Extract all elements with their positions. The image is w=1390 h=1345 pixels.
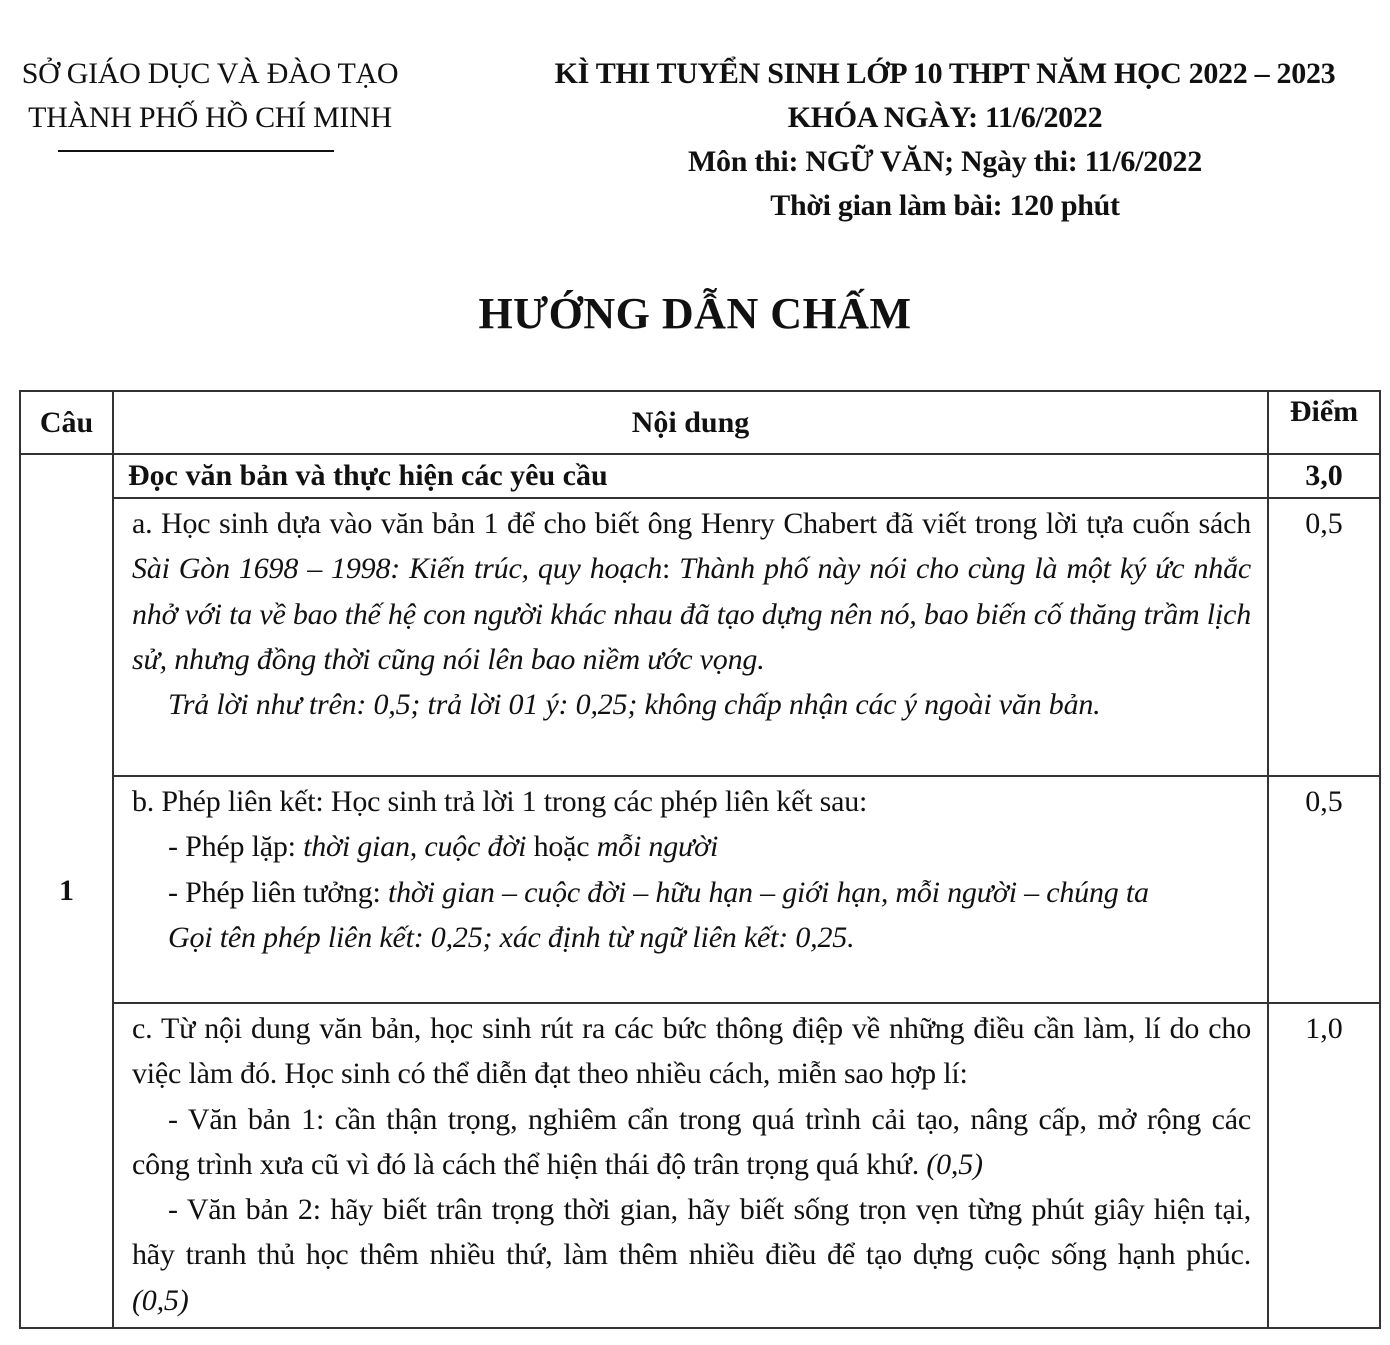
item-a-scoring-note: Trả lời như trên: 0,5; trả lời 01 ý: 0,25; không chấp nhận các ý ngoài văn bản.	[168, 688, 1101, 722]
column-header-noi-dung: Nội dung	[113, 391, 1268, 454]
table-header-row	[20, 391, 1380, 454]
item-c-score: 1,0	[1268, 1003, 1380, 1328]
page-title: HƯỚNG DẪN CHẤM	[478, 289, 912, 338]
item-b-repetition: - Phép lặp: thời gian, cuộc đời hoặc mỗi người	[168, 830, 719, 864]
item-a-answer: a. Học sinh dựa vào văn bản 1 để cho biết ông Henry Chabert đã viết trong lời tựa cuốn sách Sài Gòn 1698 – 1998: Kiến trúc, quy hoạch: Thành phố này nói cho cùng là một ký ức nhắc nhở với ta về bao thế hệ con người khác nhau đã tạo dựng nên nó, bao biến cố thăng trầm lịch sử, nhưng đồng thời cũng nói lên bao niềm ước vọng.	[132, 507, 1251, 676]
exam-info	[500, 52, 1390, 228]
item-b-content	[113, 776, 1268, 1003]
exam-title: KÌ THI TUYỂN SINH LỚP 10 THPT NĂM HỌC 2022 – 2023	[554, 57, 1336, 90]
item-b-association: - Phép liên tưởng: thời gian – cuộc đời – hữu hạn – giới hạn, mỗi người – chúng ta	[168, 875, 1149, 909]
column-header-diem: Điểm	[1268, 391, 1380, 454]
table-row	[20, 1003, 1380, 1328]
item-a-score: 0,5	[1268, 498, 1380, 776]
quote: Thành phố này nói cho cùng là một ký ức nhắc nhở với ta về bao thế hệ con người khác nhau đã tạo dựng nên nó, bao biến cố thăng trầm lịch sử, nhưng đồng thời cũng nói lên bao niềm ước vọng.	[132, 552, 1251, 676]
item-c-intro: c. Từ nội dung văn bản, học sinh rút ra các bức thông điệp về những điều cần làm, lí do cho việc làm đó. Học sinh có thể diễn đạt theo nhiều cách, miễn sao hợp lí:	[132, 1012, 1251, 1091]
table-row	[20, 498, 1380, 776]
item-c-content	[113, 1003, 1268, 1328]
book-title: Sài Gòn 1698 – 1998: Kiến trúc, quy hoạch	[132, 552, 663, 586]
section-title: Đọc văn bản và thực hiện các yêu cầu	[113, 454, 1268, 498]
table-row	[20, 776, 1380, 1003]
item-c-text2: - Văn bản 2: hãy biết trân trọng thời gian, hãy biết sống trọn vẹn từng phút giây hiện tại, hãy tranh thủ học thêm nhiều thứ, làm thêm nhiều điều để tạo dựng cuộc sống hạnh phúc. (0,5)	[132, 1193, 1251, 1317]
city-name: THÀNH PHỐ HỒ CHÍ MINH	[28, 101, 392, 134]
item-b-scoring-note: Gọi tên phép liên kết: 0,25; xác định từ ngữ liên kết: 0,25.	[168, 920, 855, 954]
exam-duration: Thời gian làm bài: 120 phút	[770, 189, 1120, 222]
exam-subject: Môn thi: NGỮ VĂN; Ngày thi: 11/6/2022	[688, 145, 1202, 178]
item-c-text1: - Văn bản 1: cần thận trọng, nghiêm cẩn trong quá trình cải tạo, nâng cấp, mở rộng các công trình xưa cũ vì đó là cách thể hiện thái độ trân trọng quá khứ. (0,5)	[132, 1102, 1251, 1181]
issuing-authority	[0, 52, 420, 140]
grading-table	[19, 390, 1381, 1329]
department-name: SỞ GIÁO DỤC VÀ ĐÀO TẠO	[21, 57, 399, 90]
header-underline	[58, 150, 334, 152]
section-row	[20, 454, 1380, 498]
item-b-intro: b. Phép liên kết: Học sinh trả lời 1 trong các phép liên kết sau:	[132, 785, 868, 818]
exam-session: KHÓA NGÀY: 11/6/2022	[787, 101, 1103, 134]
question-number: 1	[20, 454, 113, 1328]
item-a-content	[113, 498, 1268, 776]
section-score: 3,0	[1268, 454, 1380, 498]
column-header-cau: Câu	[20, 391, 113, 454]
item-b-score: 0,5	[1268, 776, 1380, 1003]
